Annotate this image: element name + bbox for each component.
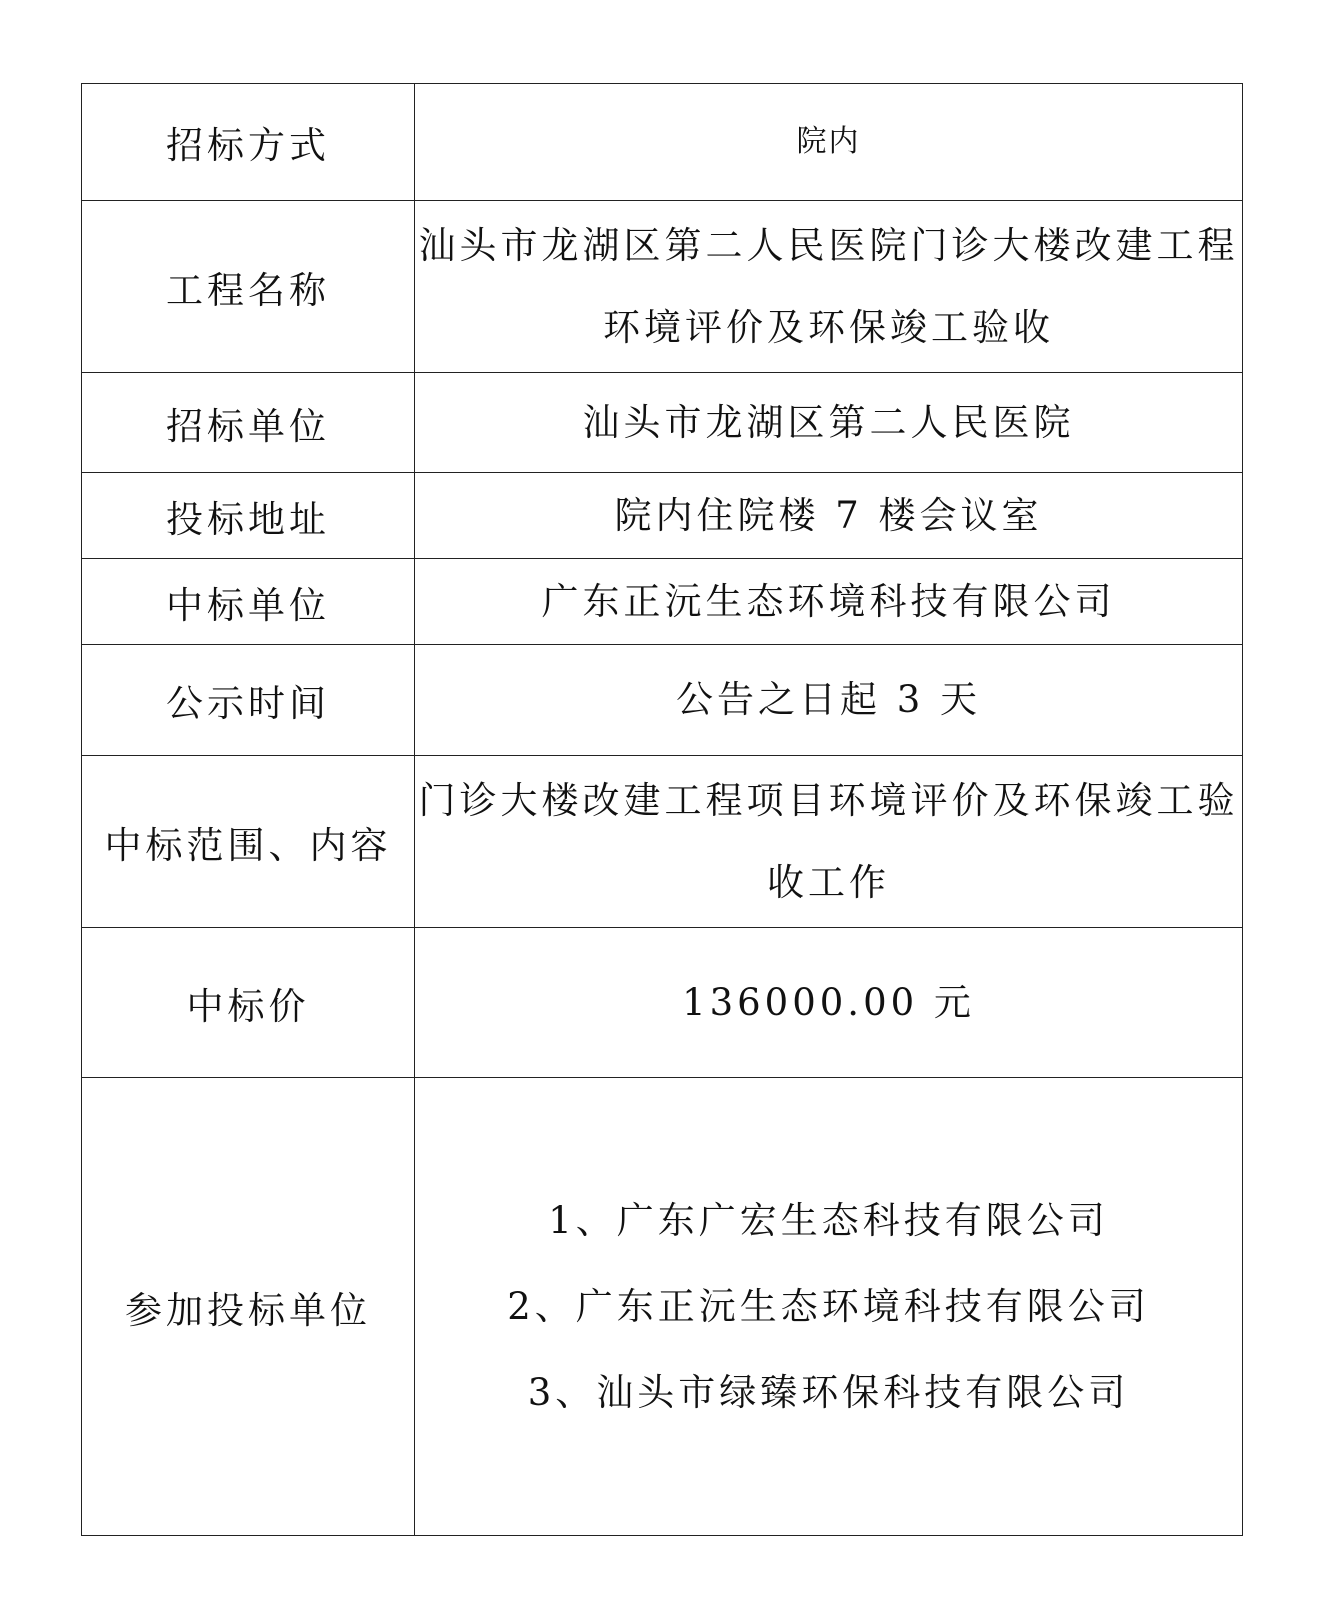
table-row-publicity-period — [82, 645, 1243, 756]
scope-label: 中标范围、内容 — [82, 756, 415, 928]
winning-unit-value: 广东正沅生态环境科技有限公司 — [415, 559, 1243, 645]
table-row-tendering-unit — [82, 373, 1243, 473]
winning-price-value: 136000.00 元 — [415, 928, 1243, 1078]
table-row-bidders — [82, 1078, 1243, 1536]
table-row-winning-unit — [82, 559, 1243, 645]
list-item: 2、广东正沅生态环境科技有限公司 — [507, 1284, 1150, 1328]
bidders-list — [415, 1078, 1243, 1536]
table-row-scope — [82, 756, 1243, 928]
scope-value: 门诊大楼改建工程项目环境评价及环保竣工验收工作 — [415, 756, 1243, 928]
list-item: 3、汕头市绿臻环保科技有限公司 — [527, 1370, 1130, 1414]
table-row-bid-method — [82, 84, 1243, 201]
project-name-value: 汕头市龙湖区第二人民医院门诊大楼改建工程环境评价及环保竣工验收 — [415, 201, 1243, 373]
project-name-label: 工程名称 — [82, 201, 415, 373]
table-row-winning-price — [82, 928, 1243, 1078]
tendering-unit-value: 汕头市龙湖区第二人民医院 — [415, 373, 1243, 473]
bid-method-value: 院内 — [415, 84, 1243, 201]
winning-unit-label: 中标单位 — [82, 559, 415, 645]
bid-address-label: 投标地址 — [82, 473, 415, 559]
publicity-period-label: 公示时间 — [82, 645, 415, 756]
table-row-project-name — [82, 201, 1243, 373]
list-item: 1、广东广宏生态科技有限公司 — [548, 1198, 1109, 1242]
bid-address-value: 院内住院楼 7 楼会议室 — [415, 473, 1243, 559]
tendering-unit-label: 招标单位 — [82, 373, 415, 473]
publicity-period-value: 公告之日起 3 天 — [415, 645, 1243, 756]
table-row-bid-address — [82, 473, 1243, 559]
winning-price-label: 中标价 — [82, 928, 415, 1078]
bidders-label: 参加投标单位 — [82, 1078, 415, 1536]
tender-result-table — [81, 83, 1243, 1536]
bid-method-label: 招标方式 — [82, 84, 415, 201]
